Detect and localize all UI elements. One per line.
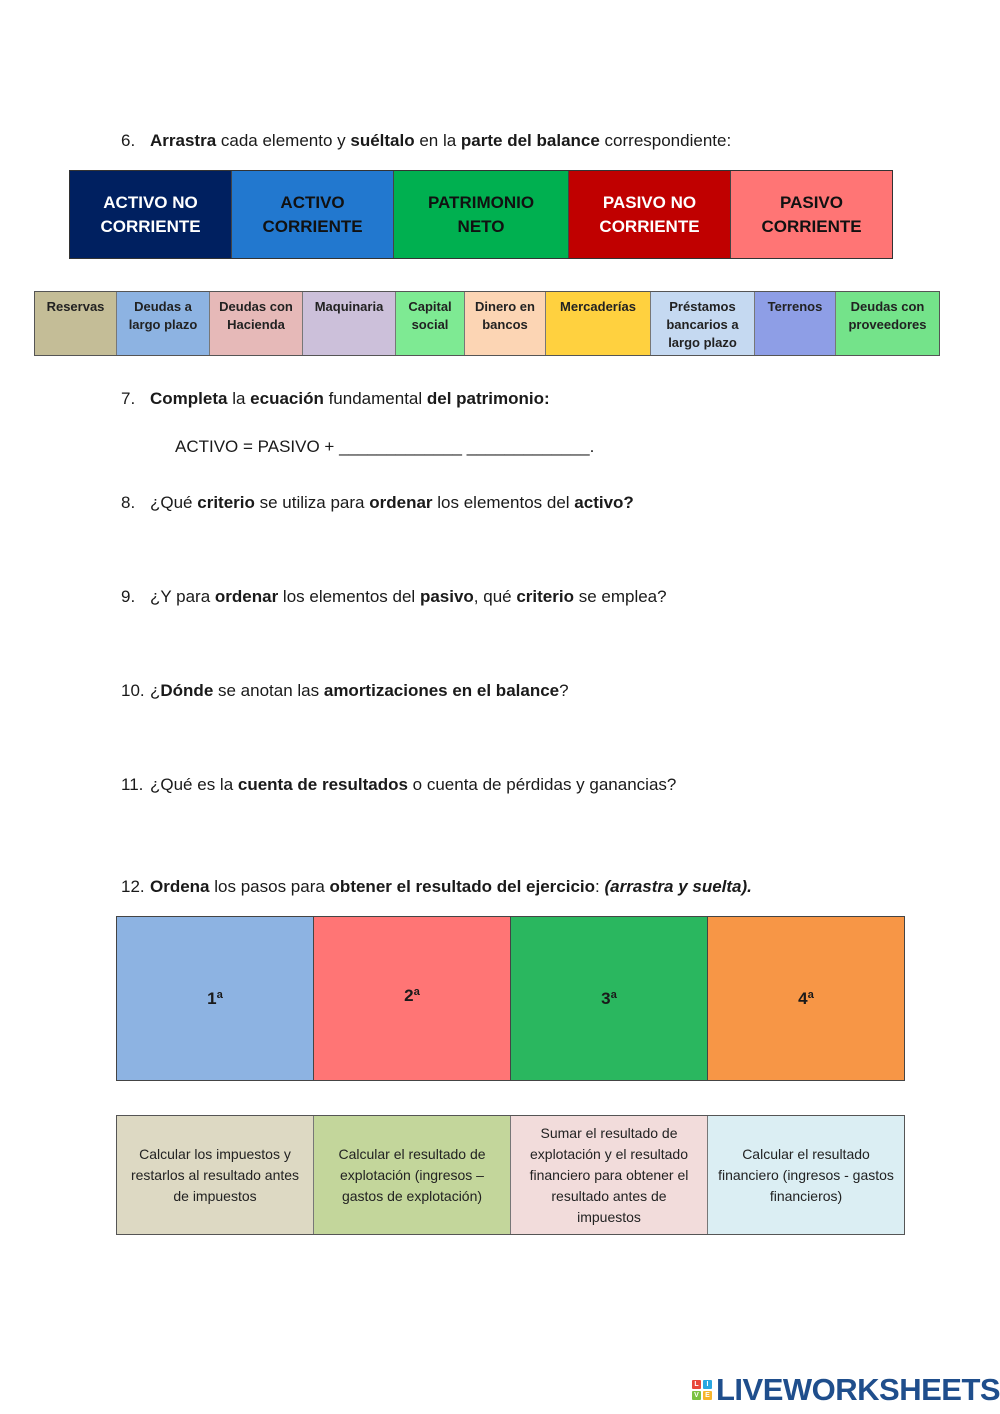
question-11: 11. ¿Qué es la cuenta de resultados o cuenta de pérdidas y ganancias? — [121, 775, 677, 794]
question-number: 10. — [121, 681, 145, 700]
drop-zone-activo-no-corriente[interactable]: ACTIVO NO CORRIENTE — [70, 171, 232, 258]
step-drop-zone-2[interactable]: 2ª — [314, 917, 511, 1080]
question-9: 9. ¿Y para ordenar los elementos del pasivo, qué criterio se emplea? — [121, 587, 667, 606]
step-drop-zone-3[interactable]: 3ª — [511, 917, 708, 1080]
draggable-step-calcular-impuestos[interactable]: Calcular los impuestos y restarlos al resultado antes de impuestos — [117, 1116, 314, 1234]
question-number: 11. — [121, 775, 144, 794]
draggable-item-deudas-largo-plazo[interactable]: Deudas a largo plazo — [117, 292, 210, 355]
draggable-items-row — [34, 291, 940, 356]
question-10: 10. ¿Dónde se anotan las amortizaciones en el balance? — [121, 681, 569, 700]
question-number: 12. — [121, 877, 145, 896]
drop-zone-patrimonio-neto[interactable]: PATRIMONIO NETO — [394, 171, 569, 258]
question-6: 6. Arrastra cada elemento y suéltalo en la parte del balance correspondiente: — [121, 131, 732, 150]
draggable-item-terrenos[interactable]: Terrenos — [755, 292, 836, 355]
draggable-step-resultado-financiero[interactable]: Calcular el resultado financiero (ingresos - gastos financieros) — [708, 1116, 904, 1234]
drop-zone-activo-corriente[interactable]: ACTIVO CORRIENTE — [232, 171, 394, 258]
step-drop-zone-1[interactable]: 1ª — [117, 917, 314, 1080]
question-number: 9. — [121, 587, 136, 606]
draggable-step-sumar-resultados[interactable]: Sumar el resultado de explotación y el resultado financiero para obtener el resultado antes de impuestos — [511, 1116, 708, 1234]
question-number: 8. — [121, 493, 136, 512]
draggable-item-capital-social[interactable]: Capital social — [396, 292, 465, 355]
draggable-item-maquinaria[interactable]: Maquinaria — [303, 292, 396, 355]
question-7: 7. Completa la ecuación fundamental del patrimonio: — [121, 389, 550, 408]
step-drop-zones — [116, 916, 905, 1081]
question-number: 7. — [121, 389, 136, 408]
step-description-cards — [116, 1115, 905, 1235]
draggable-item-mercaderias[interactable]: Mercaderías — [546, 292, 651, 355]
drop-zone-pasivo-corriente[interactable]: PASIVO CORRIENTE — [731, 171, 892, 258]
draggable-item-reservas[interactable]: Reservas — [35, 292, 117, 355]
question-12: 12. Ordena los pasos para obtener el resultado del ejercicio: (arrastra y suelta). — [121, 877, 752, 896]
logo-text: LIVEWORKSHEETS — [716, 1372, 1000, 1407]
drop-zone-pasivo-no-corriente[interactable]: PASIVO NO CORRIENTE — [569, 171, 731, 258]
draggable-step-resultado-explotacion[interactable]: Calcular el resultado de explotación (ingresos – gastos de explotación) — [314, 1116, 511, 1234]
draggable-item-dinero-bancos[interactable]: Dinero en bancos — [465, 292, 546, 355]
step-drop-zone-4[interactable]: 4ª — [708, 917, 904, 1080]
liveworksheets-logo — [692, 1374, 1000, 1406]
question-number: 6. — [121, 131, 136, 150]
equation-fill-in[interactable]: ACTIVO = PASIVO + _____________ _____________. — [175, 437, 595, 456]
draggable-item-deudas-proveedores[interactable]: Deudas con proveedores — [836, 292, 939, 355]
question-8: 8. ¿Qué criterio se utiliza para ordenar los elementos del activo? — [121, 493, 634, 512]
draggable-item-prestamos-bancarios[interactable]: Préstamos bancarios a largo plazo — [651, 292, 755, 355]
liveworksheets-logo-icon: L I V E — [692, 1380, 712, 1400]
draggable-item-deudas-hacienda[interactable]: Deudas con Hacienda — [210, 292, 303, 355]
balance-drop-zones — [69, 170, 893, 259]
